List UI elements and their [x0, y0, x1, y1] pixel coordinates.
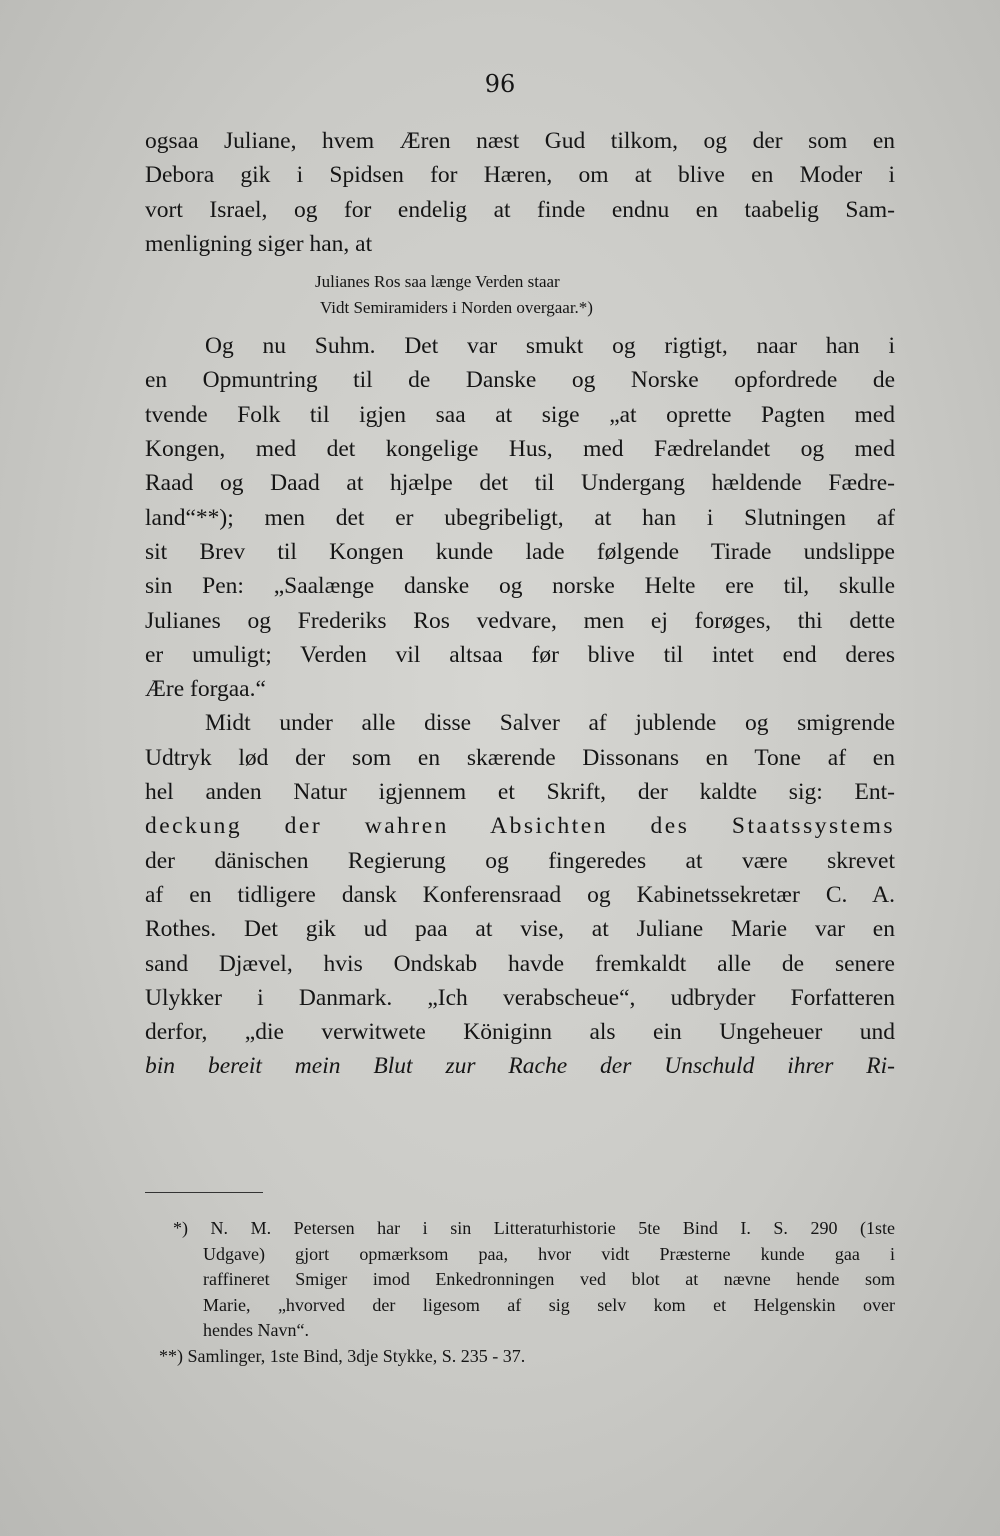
- text-line: Raad og Daad at hjælpe det til Undergang hældende Fædre-: [145, 470, 895, 497]
- text-line: Udtryk lød der som en skærende Dissonans en Tone af en: [145, 744, 895, 771]
- footnote-line: Marie, „hvorved der ligesom af sig selv kom et Helgenskin over: [203, 1294, 895, 1315]
- verse-quote: [145, 269, 895, 321]
- footnote-line: **) Samlinger, 1ste Bind, 3dje Stykke, S. 235 - 37.: [159, 1345, 526, 1366]
- text-line: vort Israel, og for endelig at finde endnu en taabelig Sam-: [145, 196, 895, 223]
- text-line: Og nu Suhm. Det var smukt og rigtigt, naar han i: [205, 333, 895, 360]
- footnote-line: *) N. M. Petersen har i sin Litteraturhistorie 5te Bind I. S. 290 (1ste: [173, 1218, 895, 1238]
- text-line: Midt under alle disse Salver af jublende og smigrende: [205, 710, 895, 737]
- text-line: tvende Folk til igjen saa at sige „at oprette Pagten med: [145, 401, 895, 428]
- text-line: Julianes og Frederiks Ros vedvare, men ej forøges, thi dette: [145, 607, 895, 634]
- text-line: sand Djævel, hvis Ondskab havde fremkaldt alle de senere: [145, 950, 895, 977]
- text-line: menligning siger han, at: [145, 230, 373, 257]
- body-text: [145, 124, 895, 1084]
- text-line: af en tidligere dansk Konferensraad og Kabinetssekretær C. A.: [145, 881, 895, 908]
- text-line: en Opmuntring til de Danske og Norske opfordrede de: [145, 367, 895, 394]
- text-line: bin bereit mein Blut zur Rache der Unschuld ihrer Ri-: [145, 1053, 895, 1080]
- text-line: hel anden Natur igjennem et Skrift, der kaldte sig: Ent-: [145, 779, 895, 806]
- text-line: Ære forgaa.“: [145, 676, 266, 703]
- text-line: Rothes. Det gik ud paa at vise, at Juliane Marie var en: [145, 916, 895, 943]
- verse-line: Vidt Semiramiders i Norden overgaar.*): [320, 298, 593, 318]
- text-line: land“**); men det er ubegribeligt, at han i Slutningen af: [145, 504, 895, 531]
- footnotes: [145, 1216, 895, 1369]
- footnote-line: Udgave) gjort opmærksom paa, hvor vidt Præsterne kunde gaa i: [203, 1243, 895, 1264]
- footnote-line: hendes Navn“.: [203, 1320, 309, 1340]
- footnote-divider: [145, 1192, 263, 1193]
- text-line: sin Pen: „Saalænge danske og norske Helte ere til, skulle: [145, 573, 895, 600]
- text-line: der dänischen Regierung og fingeredes at være skrevet: [145, 847, 895, 874]
- text-line: deckung der wahren Absichten des Staatssystems: [145, 813, 895, 840]
- text-line: sit Brev til Kongen kunde lade følgende Tirade undslippe: [145, 538, 895, 565]
- text-line: ogsaa Juliane, hvem Æren næst Gud tilkom, og der som en: [145, 128, 895, 154]
- text-line: er umuligt; Verden vil altsaa før blive til intet end deres: [145, 641, 895, 668]
- footnote-line: raffineret Smiger imod Enkedronningen ved blot at nævne hende som: [203, 1269, 895, 1289]
- text-line: Debora gik i Spidsen for Hæren, om at blive en Moder i: [145, 162, 895, 189]
- verse-line: Julianes Ros saa længe Verden staar: [315, 272, 560, 292]
- page-number: 96: [484, 70, 516, 98]
- text-line: Kongen, med det kongelige Hus, med Fædrelandet og med: [145, 436, 895, 463]
- text-line: derfor, „die verwitwete Königinn als ein Ungeheuer und: [145, 1019, 895, 1046]
- text-line: Ulykker i Danmark. „Ich verabscheue“, udbryder Forfatteren: [145, 984, 895, 1011]
